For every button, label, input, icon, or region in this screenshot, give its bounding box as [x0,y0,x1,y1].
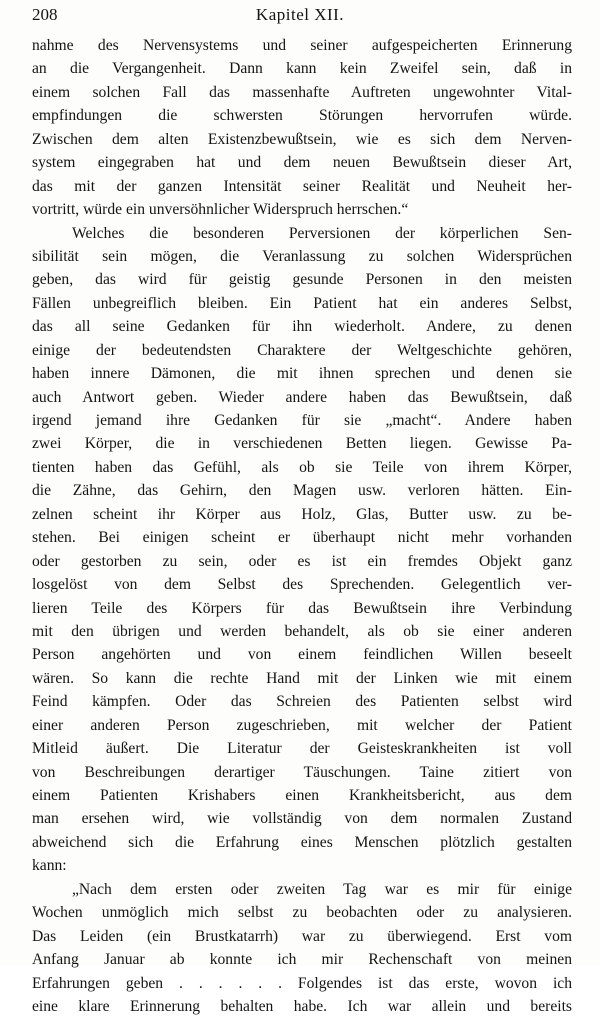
text-line: tienten haben das Gefühl, als ob sie Teile von ihrem Körper, [32,458,572,476]
text-line: Fällen unbegreiflich bleiben. Ein Patient hat ein anderes Selbst, [32,294,572,312]
text-line: mit den übrigen und werden behandelt, als ob sie einer anderen [32,622,572,640]
text-line: einem solchen Fall das massenhafte Auftreten ungewohnter Vital- [32,83,572,101]
text-line: irgend jemand ihre Gedanken für sie „macht“. Andere haben [32,412,572,429]
text-line: von Beschreibungen derartiger Täuschungen. Taine zitiert von [32,763,572,781]
text-line: abweichend sich die Erfahrung eines Menschen plötzlich gestalten [32,833,572,851]
text-line: Feind kämpfen. Oder das Schreien des Patienten selbst wird [32,693,572,711]
text-line: eine klare Erinnerung behalten habe. Ich war allein und bereits [32,997,572,1015]
text-line: nahme des Nervensystems und seiner aufgespeicherten Erinnerung [32,37,572,54]
text-line: stehen. Bei einigen scheint er überhaupt nicht mehr vorhanden [32,529,572,547]
text-line: kann: [32,857,67,875]
text-line: Anfang Januar ab konnte ich mir Rechenschaft von meinen [32,951,572,969]
text-line: losgelöst von dem Selbst des Sprechenden. Gelegentlich ver- [32,576,572,594]
text-line: Zwischen dem alten Existenzbewußtsein, wie es sich dem Nerven- [32,130,572,148]
text-line: empfindungen die schwersten Störungen hervorrufen würde. [32,107,572,125]
text-line: einer anderen Person zugeschrieben, mit welcher der Patient [32,716,572,734]
text-line: haben innere Dämonen, die mit ihnen sprechen und denen sie [32,365,572,383]
text-line: das mit der ganzen Intensität seiner Realität und Neuheit her- [32,177,572,195]
page-number: 208 [32,5,58,24]
text-line: sibilität sein mögen, die Veranlassung zu solchen Widersprüchen [32,247,572,265]
text-line: oder gestorben zu sein, oder es ist ein fremdes Objekt ganz [32,552,572,570]
text-line: zwei Körper, die in verschiedenen Betten liegen. Gewisse Pa- [32,435,572,453]
text-line: lieren Teile des Körpers für das Bewußtsein ihre Verbindung [32,599,572,617]
text-line: man ersehen wird, wie vollständig von dem normalen Zustand [32,810,572,828]
text-line: die Zähne, das Gehirn, den Magen usw. verloren hätten. Ein- [32,482,572,500]
text-line: system eingegraben hat und dem neuen Bewußtsein dieser Art, [32,154,572,172]
text-line: einige der bedeutendsten Charaktere der Weltgeschichte gehören, [32,341,572,359]
text-line: Welches die besonderen Perversionen der körperlichen Sen- [72,224,572,242]
text-line: einem Patienten Krishabers einen Krankheitsbericht, aus dem [32,787,572,804]
text-line: zelnen scheint ihr Körper aus Holz, Glas, Butter usw. zu be- [32,505,572,523]
text-line: an die Vergangenheit. Dann kann kein Zweifel sein, daß in [32,60,572,78]
text-line: wären. So kann die rechte Hand mit der Linken wie mit einem [32,669,572,687]
text-line: das all seine Gedanken für ihn wiederholt. Andere, zu denen [32,318,572,336]
body-text [32,34,572,1018]
text-line: vortritt, würde ein unversöhnlicher Widerspruch herrschen.“ [32,201,409,219]
text-line: auch Antwort geben. Wieder andere haben das Bewußtsein, daß [32,388,572,406]
text-line: „Nach dem ersten oder zweiten Tag war es mir für einige [72,880,572,898]
text-line: Das Leiden (ein Brustkatarrh) war zu überwiegend. Erst vom [32,927,572,945]
running-title: Kapitel XII. [255,5,345,24]
text-line: geben, das wird für geistig gesunde Personen in den meisten [32,271,572,289]
text-line: Wochen unmöglich mich selbst zu beobachten oder zu analysieren. [32,904,572,922]
text-line: Mitleid äußert. Die Literatur der Geisteskrankheiten ist voll [32,740,572,758]
text-line: Person angehörten und von einem feindlichen Willen beseelt [32,646,572,664]
text-line: Erfahrungen geben . . . . . . Folgendes ist das erste, wovon ich [32,974,572,992]
page-header [30,3,570,29]
